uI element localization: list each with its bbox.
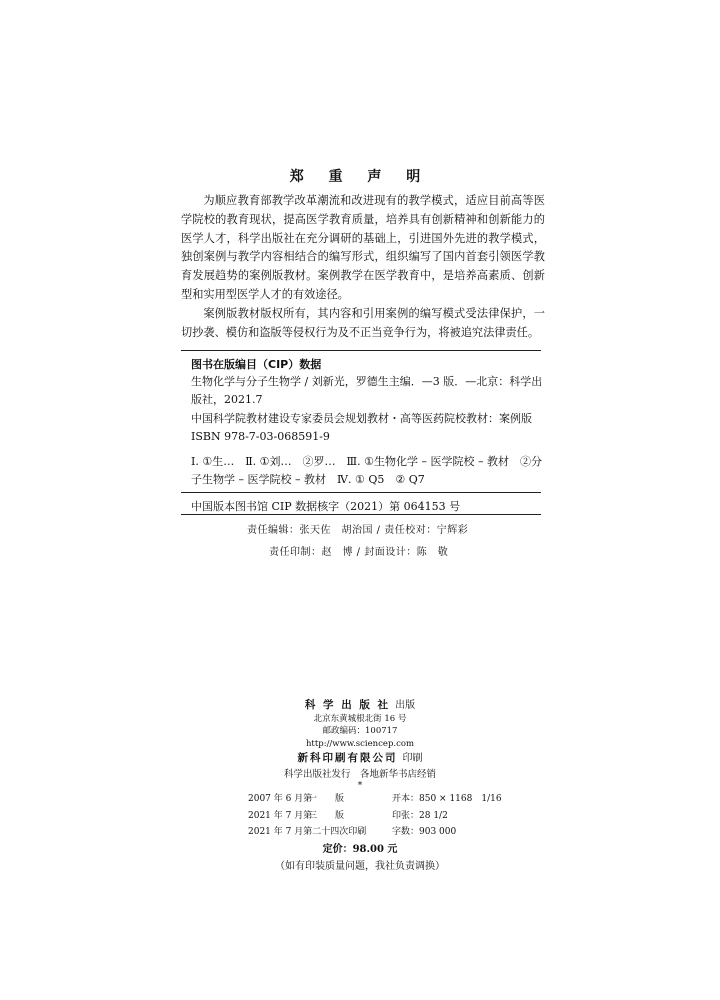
publisher-postcode: 邮政编码：100717 — [322, 726, 398, 736]
editors-line-2: 责任印制：赵 博 / 封面设计：陈 敬 — [269, 547, 449, 558]
cip-line-title: 生物化学与分子生物学 / 刘新光，罗德生主编．—3 版．—北京：科学出版社，2021.7 — [191, 375, 543, 407]
separator-asterisk: * — [357, 781, 363, 791]
printer-suffix: 印刷 — [402, 753, 423, 764]
cip-classification: Ⅰ. ①生… Ⅱ. ①刘… ②罗… Ⅲ. ①生物化学 – 医学院校 – 教材 ②分子生物学 – 医学院校 – 教材 Ⅳ. ① Q5 ② Q7 — [191, 454, 542, 487]
publisher-block — [0, 697, 720, 791]
edition-spec: 开本：850 × 1168 1/16 — [392, 794, 502, 804]
cip-middle-rule — [181, 492, 541, 493]
publisher-url: http://www.sciencep.com — [305, 738, 415, 749]
cip-bottom-rule — [181, 514, 541, 515]
cip-record — [191, 373, 543, 489]
quality-note: （如有印装质量问题，我社负责调换） — [275, 861, 445, 872]
edition-row — [248, 808, 502, 825]
edition-spec: 字数：903 000 — [392, 827, 457, 838]
edition-row — [248, 824, 502, 841]
statement-paragraph-2: 案例版教材版权所有，其内容和引用案例的编写模式受法律保护，一切抄袭、模仿和盗版等侵权行为及不正当竞争行为，将被追究法律责任。 — [181, 306, 545, 339]
cip-line-series: 中国科学院教材建设专家委员会规划教材・高等医药院校教材：案例版 — [191, 411, 532, 425]
distribution-line: 科学出版社发行 各地新华书店经销 — [283, 768, 436, 780]
edition-number: 一 版 — [308, 794, 345, 804]
printer-name: 新科印刷有限公司 — [297, 752, 398, 764]
edition-row — [248, 791, 502, 808]
edition-spec: 印张：28 1/2 — [392, 810, 448, 821]
statement-body — [181, 192, 545, 342]
edition-table — [248, 791, 502, 841]
cip-line-isbn: ISBN 978-7-03-068591-9 — [191, 430, 330, 444]
publisher-name: 科 学 出 版 社 — [304, 699, 391, 711]
edition-date: 2007 年 6 月第 — [248, 794, 313, 804]
price-label: 定价： — [322, 844, 353, 855]
statement-title: 郑 重 声 明 — [289, 169, 431, 185]
statement-paragraph-1: 为顺应教育部教学改革潮流和改进现有的教学模式，适应目前高等医学院校的教育现状，提高医学教育质量，培养具有创新精神和创新能力的医学人才，科学出版社在充分调研的基础上，引进国外先进的教学模式，独创案例与教学内容相结合的编写形式，组织编写了国内首套引领医学教育发展趋势的案例版教材。案例教学在医学教育中，是培养高素质、创新型和实用型医学人才的有效途径。 — [181, 194, 545, 301]
editors-line-1: 责任编辑：张天佐 胡治国 / 责任校对：宁辉彩 — [247, 525, 469, 536]
edition-date: 2021 年 7 月第 — [248, 810, 313, 821]
cip-data-number: 中国版本图书馆 CIP 数据核字（2021）第 064153 号 — [191, 500, 461, 513]
edition-date: 2021 年 7 月第二十四次印刷 — [248, 827, 367, 838]
price-value: 98.00 元 — [352, 844, 398, 855]
editorial-credits — [247, 520, 468, 564]
price-line — [0, 840, 720, 855]
cip-top-rule — [181, 350, 541, 351]
publisher-address: 北京东黄城根北街 16 号 — [313, 713, 407, 724]
edition-number: 三 版 — [308, 810, 345, 821]
publisher-suffix: 出版 — [395, 700, 416, 711]
cip-heading: 图书在版编目（CIP）数据 — [191, 358, 322, 371]
